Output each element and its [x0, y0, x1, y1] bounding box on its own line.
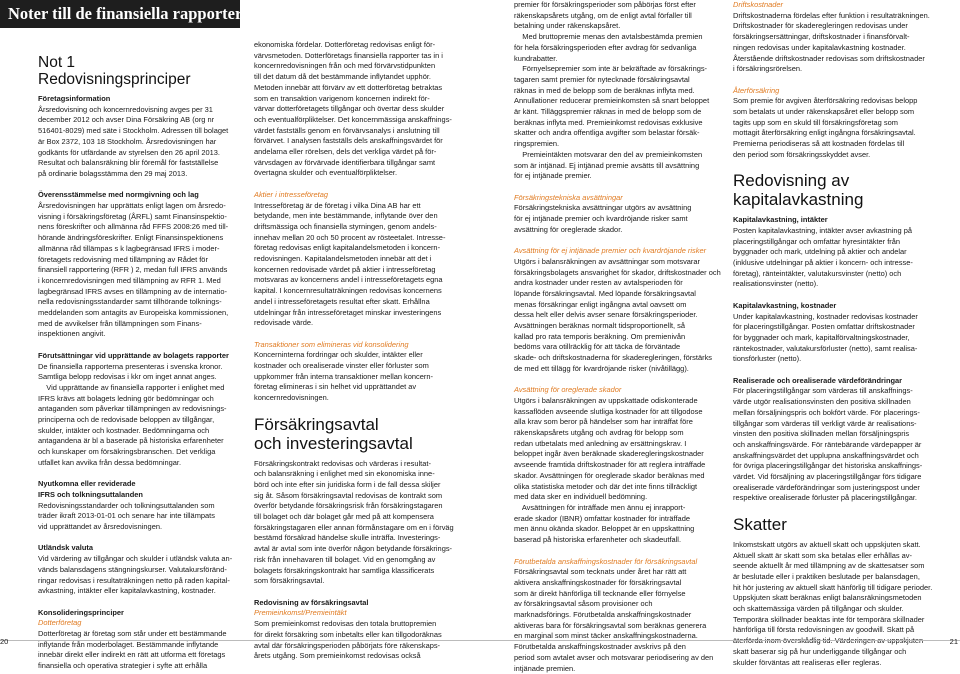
text-line: i koncernredovisningen med tillämpning av RFR 1. Med	[38, 275, 221, 285]
text-line: vid upprättandet av årsredovisningen.	[38, 522, 163, 532]
text-line: tionsförluster (netto).	[733, 354, 802, 364]
text-line: för ej intjänade premier.	[514, 171, 592, 181]
text-line: värde utgör realisationsvinsten den positiva skillnaden	[733, 397, 911, 407]
text-line: för ej intjänade premier och kvardröjande risker samt	[514, 214, 688, 224]
text-line: löpande försäkringsavtal. Med löpande försäkringsavtal	[514, 288, 696, 298]
text-line: de med ett tillägg för kvardröjande risker (nivåtillägg).	[514, 363, 689, 373]
text-line: företagets redovisning med tillämpning av Rådet för	[38, 254, 208, 264]
text-line: seende aktuellt år med tillämpning av de skattesatser som	[733, 561, 925, 571]
subheading-driftskostnader: Driftskostnader	[733, 0, 784, 9]
text-line: skade- och driftskostnaderna för skaderegleringen, förstärks	[514, 353, 713, 363]
text-line: uppkommer från interna transaktioner mellan koncern-	[254, 371, 433, 381]
subheading-aktier-intresseforetag: Aktier i intresseföretag	[254, 189, 328, 199]
heading-nyutkomna-2: IFRS och tolkningsuttalanden	[38, 489, 143, 499]
text-line: För placeringstillgångar som värderas till anskaffnings-	[733, 386, 913, 396]
text-line: Med bruttopremie menas den avtalsbestämda premien	[514, 32, 703, 42]
text-line: kapital. I koncernresultaträkningen redovisas koncernens	[254, 286, 442, 296]
page-header-bar	[0, 0, 260, 28]
section-title-forsakringsavtal: Försäkringsavtal	[254, 414, 379, 434]
heading-foretagsinformation: Företagsinformation	[38, 94, 111, 103]
text-line: Som premie för avgiven återförsäkring redovisas belopp	[733, 96, 918, 106]
text-line: värvar dotterföretagets tillgångar och övertar dess skulder	[254, 104, 445, 114]
paragraph-oreglerade	[514, 396, 719, 546]
text-line: Annullationer reducerar premieinkomsten så snart beloppet	[514, 96, 710, 106]
text-line: Vid värdering av tillgångar och skulder i utländsk valuta an-	[38, 554, 233, 564]
section-title: Redovisningsprinciper	[38, 71, 191, 88]
text-line: avtal är avtal som inte överför någon betydande försäkrings-	[254, 544, 453, 554]
text-line: nens föreskrifter och allmänna råd FFFS 2008:26 med till-	[38, 222, 229, 232]
text-line: beräknas inflyta med. Premieinkomst redovisas exklusive	[514, 117, 703, 127]
text-line: visning i försäkringsföretag (ÅRFL) samt Finansinspektio-	[38, 211, 227, 221]
text-line: tagits upp som en skuld till försäkringsföretag som	[733, 117, 898, 127]
heading-vardeforandringar: Realiserade och orealiserade värdeförändringar	[733, 375, 903, 385]
text-line: till bolaget och där bolaget går med på att kompensera	[254, 512, 434, 522]
text-line: Driftskostnaderna fördelas efter funktion i resultaträkningen.	[733, 10, 930, 20]
text-line: Årsredovisning och koncernredovisning avges per 31	[38, 104, 213, 114]
text-line: Försäkringsavtal som tecknats under året har rätt att	[514, 567, 687, 577]
subheading-premieinkomst: Premieinkomst/Premieintäkt	[254, 608, 347, 618]
text-line: koncernen redovisade värdet på aktier i intresseföretag	[254, 264, 436, 274]
text-line: period som avtalet avser och motsvarar periodisering av den	[514, 652, 714, 662]
text-line: hänförliga till första redovisningen av goodwill. Skatt på	[733, 625, 915, 635]
text-line: 516401-8029) med säte i Stockholm. Adressen till bolaget	[38, 126, 229, 136]
text-line: till det datum då det bestämmande inflytandet upphör.	[254, 72, 431, 82]
text-line: tillgångar som värderas till verkligt värde är realisations-	[733, 418, 917, 428]
paragraph-kapitalavkastning-intakter	[733, 226, 928, 290]
paragraph-forutbetalda	[514, 567, 719, 674]
subheading-dotterforetag: Dotterföretag	[38, 618, 82, 628]
subheading-forsakringstekniska: Försäkringstekniska avsättningar	[514, 192, 623, 202]
text-line: Inkomstskatt utgörs av aktuell skatt och uppskjuten skatt.	[733, 539, 921, 549]
text-line: försäkringsersättningar, driftskostnader i finansförvalt-	[733, 32, 910, 42]
text-line: skatter och andra offentliga avgifter som belastar försäk-	[514, 128, 700, 138]
text-line: är Box 2372, 103 18 Stockholm. Årsredovisningen har	[38, 136, 217, 146]
text-line: Premieintäkten motsvarar den del av premieinkomsten	[514, 149, 703, 159]
text-line: aktiveras bara för försäkringsavtal som beräknas generera	[514, 620, 707, 630]
text-line: räkenskapsårets utgång, om de enligt avtal förfaller till	[514, 10, 692, 20]
text-line: respektive orealiserade förluster på placeringstillgångar.	[733, 493, 917, 503]
text-line: ningen redovisas under kapitalavkastning kostnader.	[733, 42, 906, 52]
text-line: och kunskaper om försäkringsbranschen. Det verkliga	[38, 447, 216, 457]
text-line: företag redovisas enligt kapitalandelsmetoden i koncern-	[254, 243, 441, 253]
heading-nyutkomna: Nyutkomna eller reviderade	[38, 479, 136, 489]
text-line: äterförda inom överskådlig tid. Värderingen av uppskjuten	[733, 636, 924, 646]
text-line: redovisningen. Kapitalandelsmetoden innebär att det i	[254, 254, 432, 264]
text-line: anskaffningsvärdet det upplupna anskaffningsvärdet och	[733, 450, 919, 460]
text-line: är känt. Tilläggspremier räknas in med de belopp som de	[514, 107, 702, 117]
section-title-skatter: Skatter	[733, 514, 787, 534]
text-line: med de avvikelser från tillämpningen som Finans-	[38, 318, 202, 328]
text-line: bolagets försäkringskontrakt har samtliga klassificerats	[254, 565, 435, 575]
subheading-forutbetalda: Förutbetalda anskaffningskostnader för försäkringsavtal	[514, 556, 698, 566]
text-line: koncernredovisningen från och med förvärvstidpunkten	[254, 61, 436, 71]
text-line: värdet fastställs genom en förvärvsanalys i anslutning till	[254, 125, 440, 135]
text-line: träder ikraft 2013-01-01 och senare har inte tillämpats	[38, 511, 215, 521]
text-line: byggnader och mark, utdelning på aktier och andelar	[733, 247, 907, 257]
heading-konsolidering: Konsolideringsprinciper	[38, 607, 124, 617]
section-title-redovisning-av: Redovisning av	[733, 171, 850, 191]
text-line: tagaren samt premier för nytecknade försäkringsavtal	[514, 74, 690, 84]
text-line: placeringstillgångar och omfattar hyresintäkter från	[733, 236, 901, 246]
heading-kapitalavkastning-kostnader: Kapitalavkastning, kostnader	[733, 300, 837, 310]
text-line: värvsmetoden. Dotterföretags finansiella rapporter tas in i	[254, 50, 443, 60]
text-line: skulder förväntas att realiseras eller regleras.	[733, 657, 882, 667]
paragraph-forsakringstekniska	[514, 203, 719, 235]
text-line: motsvaras av koncernens andel i intresseföretagets egna	[254, 275, 443, 285]
text-line: för hela försäkringsperioden efter avdrag för sedvanliga	[514, 42, 697, 52]
text-line: försäkringstagaren eller annan förmånstagare om en i förväg	[254, 522, 454, 532]
text-line: Avsättningen beräknas normalt tidsproportionellt, så	[514, 321, 686, 331]
text-line: andelarna eller rörelsen, dels det verkliga värdet på för-	[254, 147, 437, 157]
text-line: andra kostnader under resten av avtalsperioden för	[514, 278, 683, 288]
text-line: erade skador (IBNR) omfattar kostnader för inträffade	[514, 513, 690, 523]
text-line: företag elimineras i sin helhet vid upprättandet av	[254, 382, 417, 392]
text-line: avtal där försäkringsperioden påbörjats före räkenskaps-	[254, 640, 441, 650]
text-line: nella redovisningsstandarder samt tillhörande tolknings-	[38, 297, 222, 307]
subheading-aterforsakring: Återförsäkring	[733, 85, 780, 95]
text-line: överför betydande försäkringsrisk från försäkringstagaren	[254, 501, 443, 511]
text-line: den period som försäkringsskyddet avser.	[733, 149, 871, 159]
text-line: som försäkringsavtal.	[254, 576, 325, 586]
text-line: Förutbetalda anskaffningskostnader avskrivs på den	[514, 642, 686, 652]
text-line: redan utbetalats med anledning av ersättningskrav. I	[514, 438, 687, 448]
text-line: som betalats ut under räkenskapsåret eller belopp som	[733, 107, 915, 117]
paragraph-nyutkomna	[38, 501, 240, 533]
text-line: Koncerninterna fordringar och skulder, intäkter eller	[254, 350, 423, 360]
text-line: i försäkringsrörelsen.	[733, 64, 803, 74]
heading-forutsattningar: Förutsättningar vid upprättande av bolagets rapporter	[38, 350, 229, 360]
text-line: Aktuell skatt är skatt som ska betalas eller erhållas av-	[733, 550, 912, 560]
text-line: räkenskapsårets utgång och avdrag för belopp som	[514, 428, 684, 438]
text-line: De finansiella rapporterna presenteras i svenska kronor.	[38, 361, 223, 371]
text-line: kallad pro rata temporis beräkning. Om premienivån	[514, 331, 686, 341]
text-line: innehav mellan 20 och 50 procent av rösteetalet. Intresse-	[254, 232, 446, 242]
text-line: företag), ränteintäkter, valutakursvinster (netto) och	[733, 268, 902, 278]
text-line: finansiell rapportering (RFR ) 2, medan full IFRS används	[38, 265, 228, 275]
text-line: på ordinarie bolagsstämma den 29 maj 2013.	[38, 168, 188, 178]
text-line: olika statistiska metoder och där det inte finns tillräckligt	[514, 481, 698, 491]
text-line: för placeringstillgångar. Posten omfattar driftskostnader	[733, 322, 915, 332]
text-line: allmänna råd tillämpas s k lagbegränsad IFRS i moder-	[38, 243, 220, 253]
text-line: räntekostnader, valutakursförluster (netto), samt realisa-	[733, 343, 918, 353]
text-line: marknadsförings. Förutbetalda anskaffningskostnader	[514, 610, 692, 620]
text-line: Som premieinkomst redovisas den totala bruttopremien	[254, 619, 437, 629]
text-line: och skattemässiga värden på tillgångar och skulder.	[733, 604, 904, 614]
text-line: av försäkringsavtal såsom provisioner och	[514, 599, 653, 609]
section-title-kapitalavkastning: kapitalavkastning	[733, 190, 864, 210]
text-line: innebär direkt eller indirekt en rätt att utforma ett företags	[38, 650, 226, 660]
text-line: Posten kapitalavkastning, intäkter avser avkastning på	[733, 225, 913, 235]
text-line: hit hör justering av aktuell skatt hänförlig till tidigare perioder.	[733, 582, 933, 592]
text-line: bedöms vara otillräcklig för att täcka de förväntade	[514, 342, 681, 352]
text-line: Redovisningsstandarder och tolkningsuttalanden som	[38, 500, 215, 510]
text-line: antaganden som påverkar tillämpningen av redovisnings-	[38, 404, 227, 414]
text-line: godkänts för utfärdande av styrelsen den 26 april 2013.	[38, 147, 220, 157]
text-line: ringspremien.	[514, 139, 560, 149]
subheading-oreglerade: Avsättning för oreglerade skador	[514, 385, 622, 395]
text-line: för direkt försäkring som inbetalts eller kan tillgodoräknas	[254, 629, 442, 639]
text-line: Premierna periodiseras så att kostnaden fördelas till	[733, 139, 905, 149]
footer-divider	[0, 640, 960, 641]
paragraph-forvarvsmetoden	[254, 40, 458, 179]
text-line: betydande, men inte bestämmande, inflytande över den	[254, 211, 438, 221]
paragraph-aterforsakring	[733, 96, 928, 160]
heading-utlandsk-valuta: Utländsk valuta	[38, 543, 93, 553]
text-line: Återstående driftskostnader redovisas som driftskostnader	[733, 53, 925, 63]
page-title: Noter till de finansiella rapporterna	[8, 4, 260, 23]
text-line: finansiella och operativa strategier i syfte att erhålla	[38, 661, 208, 671]
text-line: vänds balansdagens stängningskurser. Valutakursföränd-	[38, 564, 227, 574]
column-4	[733, 0, 933, 668]
paragraph-driftskostnader	[733, 11, 928, 75]
text-line: dessa helt eller delvis avser senare försäkringsperioder.	[514, 310, 698, 320]
page-number-right: 21	[949, 637, 958, 646]
text-line: koncernredovisningen.	[254, 393, 329, 403]
text-line: hörande ändringsföreskrifter. Enligt Finansinspektionens	[38, 233, 224, 243]
text-line: Temporära skillnader beaktas inte för temporära skillnader	[733, 614, 925, 624]
section-title-investeringsavtal: och investeringsavtal	[254, 433, 413, 453]
text-line: Dotterföretag är företag som står under ett bestämmande	[38, 629, 227, 639]
paragraph-premier	[514, 0, 719, 182]
text-line: premier för försäkringsperioder som påbörjas först efter	[514, 0, 696, 9]
text-line: lagbegränsad IFRS avses en tillämpning av de internatio-	[38, 286, 227, 296]
text-line: (inklusive utdelningar på aktier i koncern- och intresse-	[733, 258, 913, 268]
text-line: förvärvet. I analysen fastställs dels anskaffningsvärdet för	[254, 136, 443, 146]
text-line: intjänade premien.	[514, 663, 576, 673]
text-line: ekonomiska fördelar. Dotterföretag redovisas enligt för-	[254, 40, 436, 49]
text-line: utdelningar från intresseföretaget minskar investeringens	[254, 307, 442, 317]
text-line: betalning under räkenskapsåret.	[514, 21, 621, 31]
paragraph-utlandsk-valuta	[38, 554, 240, 597]
text-line: sig åt. Såsom försäkringsavtal redovisas de kontrakt som	[254, 490, 443, 500]
text-line: avkastning, intäkter eller kapitalavkastning, kostnader.	[38, 586, 216, 596]
text-line: risk från innehavaren till bolaget. Vid en genomgång av	[254, 554, 436, 564]
text-line: för övriga placeringstillgångar det historiska anskaffnings-	[733, 461, 923, 471]
text-line: kundrabatter.	[514, 53, 558, 63]
text-line: Under kapitalavkastning, kostnader redovisas kostnader	[733, 311, 918, 321]
paragraph-kapitalavkastning-kostnader	[733, 312, 928, 366]
text-line: är beslutade eller i praktiken beslutade per balansdagen,	[733, 571, 920, 581]
text-line: Försäkringskontrakt redovisas och värderas i resultat-	[254, 458, 431, 468]
note-number: Not 1	[38, 54, 76, 71]
text-line: mellan försäljningspris och bokfört värde. För placerings-	[733, 407, 920, 417]
paragraph-forutsattningar	[38, 362, 240, 469]
paragraph-overensstammelse	[38, 201, 240, 340]
text-line: Intresseföretag är de företag i vilka Dina AB har ett	[254, 200, 421, 210]
text-line: som är direkt hänförliga till tecknande eller förnyelse	[514, 588, 686, 598]
text-line: mottagit återförsäkring enligt ingångna försäkringsavtal.	[733, 128, 916, 138]
paragraph-foretagsinformation	[38, 105, 240, 180]
text-line: december 2012 och avser Dina Försäkring AB (org nr	[38, 115, 215, 125]
text-line: driftsmässiga och finansiella styrningen, genom andels-	[254, 221, 437, 231]
column-2	[254, 40, 458, 662]
text-line: men ännu okända skador. Beloppet är en uppskattning	[514, 524, 695, 534]
text-line: kostnader och orealiserade vinster eller förluster som	[254, 361, 429, 371]
text-line: värdet. Vid försäljning av placeringstillgångar förs tidigare	[733, 472, 922, 482]
subheading-transaktioner: Transaktioner som elimineras vid konsolidering	[254, 339, 409, 349]
paragraph-transaktioner	[254, 350, 458, 404]
text-line: avseende framtida driftskostnader för att reglera inträffade	[514, 460, 706, 470]
text-line: menas försäkringar enligt ingångna avtal oavsett om	[514, 299, 687, 309]
text-line: Årsredovisningen har upprättats enligt lagen om årsredo-	[38, 201, 226, 211]
text-line: som är intjänad. Ej intjänad premie avsätts till avsättning	[514, 160, 700, 170]
text-line: Resultat och balansräkning blir föremål för fastställelse	[38, 158, 219, 168]
text-line: räknas in med de belopp som de beräknas inflyta med.	[514, 85, 695, 95]
text-line: börd och inte efter sin juridiska form i de fall dessa skiljer	[254, 479, 441, 489]
paragraph-intresseforetag	[254, 201, 458, 329]
paragraph-forsakringskontrakt	[254, 459, 458, 587]
text-line: Förnyelsepremier som inte är bekräftade av försäkrings-	[514, 64, 708, 74]
subheading-ej-intjanade: Avsättning för ej intjänade premier och kvardröjande risker	[514, 246, 707, 256]
text-line: aktivera anskaffningskostnader för försäkringsavtal	[514, 577, 682, 587]
text-line: årets utgång. Som premieinkomst redovisas också	[254, 651, 421, 661]
heading-overensstammelse: Överensstämmelse med normgivning och lag	[38, 190, 199, 200]
text-line: övertagna skulder och eventualförpliktelser.	[254, 168, 398, 178]
text-line: Avsättningen för inträffade men ännu ej inrapport-	[514, 503, 686, 512]
text-line: Utgörs i balansräkningen av uppskattade odiskonterade	[514, 395, 698, 405]
text-line: Metoden innebär att förvärv av ett dotterföretag betraktas	[254, 82, 443, 92]
paragraph-dotterforetag	[38, 629, 240, 672]
text-line: försäkringsbolagets ansvarighet för skador, driftskostnader och	[514, 267, 721, 277]
text-line: och eventualförpliktelser. Det koncernmässiga anskaffnings-	[254, 114, 452, 124]
text-line: meddelanden som antagits av Europeiska kommissionen,	[38, 308, 229, 318]
page-number-left: 20	[0, 637, 9, 646]
text-line: och anskaffningsvärde. För räntebärande värdepapper är	[733, 439, 922, 449]
text-line: Utgörs i balansräkningen av avsättningar som motsvarar	[514, 256, 701, 266]
text-line: värvsdagen av förvärvade identifierbara tillgångar samt	[254, 157, 436, 167]
text-line: och balansräkning i enlighet med sin ekonomiska inne-	[254, 469, 435, 479]
paragraph-skatter	[733, 539, 933, 668]
paragraph-vardeforandringar	[733, 386, 928, 504]
text-line: antagandena är bl a baserade på historiska erfarenheter	[38, 436, 224, 446]
text-line: Driftskostnader för skaderegleringen redovisas under	[733, 21, 908, 31]
text-line: en marginal som minst täcker anskaffningskostnaderna.	[514, 631, 698, 641]
text-line: principerna och de redovisade beloppen av tillgångar,	[38, 415, 215, 425]
text-line: Vid upprättande av finansiella rapporter i enlighet med	[38, 382, 225, 392]
text-line: alla krav som beror på händelser som har inträffat före	[514, 417, 693, 427]
text-line: för byggnader och mark, kapitalförvaltningskostnader,	[733, 332, 910, 342]
heading-kapitalavkastning-intakter: Kapitalavkastning, intäkter	[733, 215, 828, 225]
text-line: skador. Avsättningen för oreglerade skador beräknas med	[514, 470, 705, 480]
text-line: ringar redovisas i resultaträkningen netto på raden kapital-	[38, 575, 230, 585]
text-line: Uppskjuten skatt beräknas enligt balansräkningsmetoden	[733, 593, 922, 603]
text-line: orealiserade värdeförändringar som justeringspost under	[733, 482, 920, 492]
text-line: kassaflöden avseende slutliga kostnader för att tillgodose	[514, 406, 703, 416]
text-line: inflytande från moderbolaget. Bestämmande inflytande	[38, 639, 219, 649]
paragraph-ej-intjanade	[514, 257, 719, 375]
text-line: vinsten den positiva skillnaden mellan försäljningspris	[733, 429, 910, 439]
text-line: inspektionen angivit.	[38, 329, 106, 339]
column-1	[38, 54, 240, 672]
heading-redovisning-forsakringsavtal: Redovisning av försäkringsavtal	[254, 597, 369, 607]
text-line: beloppet ingår även beräknade skaderegleringskostnader	[514, 449, 704, 459]
text-line: med data sker en individuell bedömning.	[514, 492, 648, 502]
text-line: andel i intresseföretagets resultat efter skatt. Erhållna	[254, 296, 430, 306]
column-3	[514, 0, 719, 674]
text-line: IFRS krävs att bolagets ledning gör bedömningar och	[38, 393, 214, 403]
text-line: redovisade värde.	[254, 318, 314, 328]
text-line: skatt baserar sig på hur underliggande tillgångar och	[733, 646, 907, 656]
text-line: avsättning för oreglerade skador.	[514, 224, 623, 234]
text-line: som en transaktion varigenom koncernen indirekt för-	[254, 93, 430, 103]
text-line: realisationsvinster (netto).	[733, 279, 819, 289]
text-line: skulder, intäkter och kostnader. Bedömningarna och	[38, 425, 210, 435]
text-line: Samtliga belopp redovisas i kkr om inget annat anges.	[38, 372, 217, 382]
text-line: baserad på historiska erfarenheter och skadeutfall.	[514, 535, 682, 545]
text-line: utfallet kan avvika från dessa bedömningar.	[38, 457, 182, 467]
text-line: Försäkringstekniska avsättningar utgörs av avsättning	[514, 203, 692, 213]
text-line: bestämd försäkrad händelse skulle inträffa. Investerings-	[254, 533, 441, 543]
